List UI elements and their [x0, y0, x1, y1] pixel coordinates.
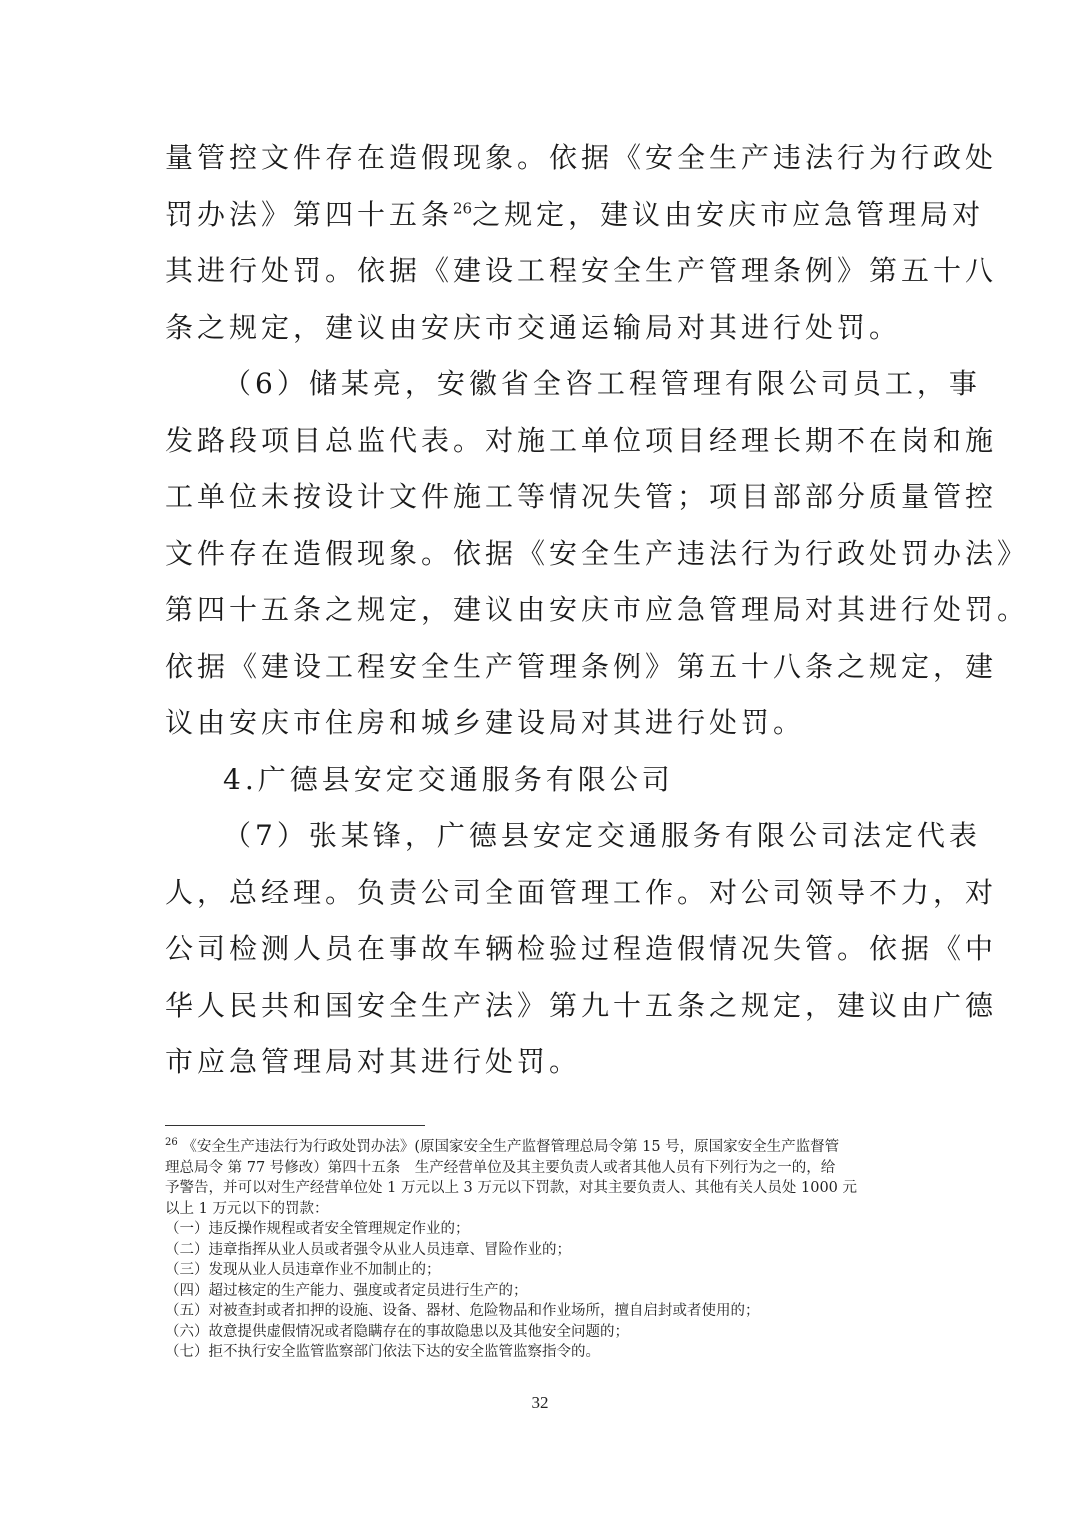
paragraph-start-line: （6）储某亮，安徽省全咨工程管理有限公司员工，事 — [223, 367, 981, 400]
body-line: 其进行处罚。依据《建设工程安全生产管理条例》第五十八 — [165, 254, 998, 287]
section-heading: 4.广德县安定交通服务有限公司 — [223, 762, 674, 796]
body-line: 量管控文件存在造假现象。依据《安全生产违法行为行政处 — [165, 141, 998, 174]
footnote-line: （六）故意提供虚假情况或者隐瞒存在的事故隐患以及其他安全问题的； — [165, 1323, 629, 1340]
footnote-line: （二）违章指挥从业人员或者强令从业人员违章、冒险作业的； — [165, 1241, 571, 1258]
footnote-divider — [165, 1125, 425, 1126]
footnote-reference: 26 — [453, 199, 473, 218]
paragraph-start-line: （7）张某锋，广德县安定交通服务有限公司法定代表 — [223, 819, 981, 852]
body-line: 文件存在造假现象。依据《安全生产违法行为行政处罚办法》 — [165, 536, 1030, 570]
footnote-line: 予警告，并可以对生产经营单位处 1 万元以上 3 万元以下罚款，对其主要负责人、其他有关人员处 1000 元 — [165, 1180, 858, 1196]
body-line: 发路段项目总监代表。对施工单位项目经理长期不在岗和施 — [165, 423, 998, 457]
body-line: 市应急管理局对其进行处罚。 — [165, 1045, 582, 1078]
footnote-line: （七）拒不执行安全监管监察部门依法下达的安全监管监察指令的。 — [165, 1344, 600, 1360]
footnote-line: 以上 1 万元以下的罚款： — [165, 1200, 329, 1217]
page-number: 32 — [531, 1393, 549, 1412]
body-line: 华人民共和国安全生产法》第九十五条之规定，建议由广德 — [165, 988, 998, 1022]
footnote-line: （五）对被查封或者扣押的设施、设备、器材、危险物品和作业场所，擅自启封或者使用的； — [165, 1303, 760, 1319]
footnote-line: 理总局令 第 77 号修改）第四十五条 生产经营单位及其主要负责人或者其他人员有下列行为之一的，给 — [165, 1159, 836, 1176]
footnote-block — [165, 1137, 925, 1363]
footnote-number: 26 — [165, 1137, 178, 1149]
body-line: 依据《建设工程安全生产管理条例》第五十八条之规定，建 — [165, 649, 998, 683]
body-line: 第四十五条之规定，建议由安庆市应急管理局对其进行处罚。 — [165, 593, 1030, 626]
footnote-line: $^{26}$ 《安全生产违法行为行政处罚办法》(原国家安全生产监督管理总局令第 15 号，原国家安全生产监督管 — [165, 1137, 840, 1155]
body-line: 议由安庆市住房和城乡建设局对其进行处罚。 — [165, 706, 806, 739]
body-line: 条之规定，建议由安庆市交通运输局对其进行处罚。 — [165, 310, 902, 344]
body-line: 人，总经理。负责公司全面管理工作。对公司领导不力，对 — [165, 875, 998, 909]
body-text — [165, 130, 1030, 1091]
body-line: 公司检测人员在事故车辆检验过程造假情况失管。依据《中 — [165, 932, 998, 965]
body-line: 工单位未按设计文件施工等情况失管；项目部部分质量管控 — [165, 480, 998, 513]
footnote-line: （三）发现从业人员违章作业不加制止的； — [165, 1262, 441, 1278]
body-line: 罚办法》第四十五条$^{26}$之规定，建议由安庆市应急管理局对 — [165, 197, 985, 231]
footnote-line: （四）超过核定的生产能力、强度或者定员进行生产的； — [165, 1282, 528, 1299]
footnote-line: （一）违反操作规程或者安全管理规定作业的； — [165, 1221, 470, 1237]
